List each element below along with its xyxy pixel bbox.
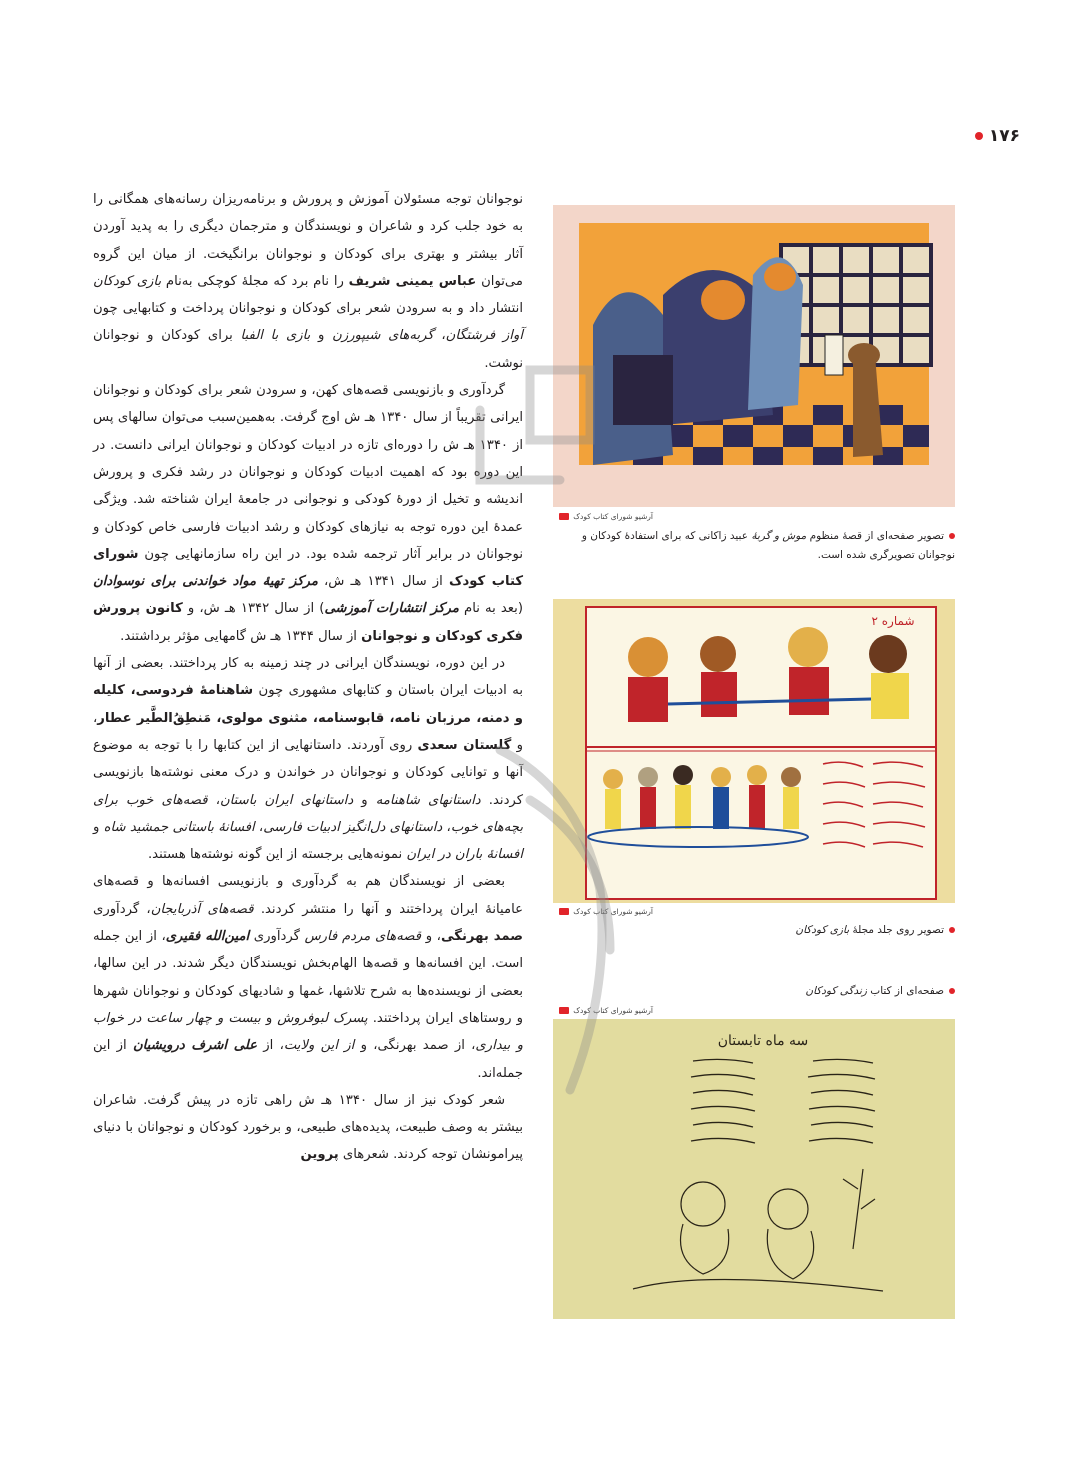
text-run: صفحه‌ای از کتاب: [866, 985, 944, 997]
text-run: ، و: [93, 710, 523, 753]
text-run: امین‌الله فقیری: [165, 929, 250, 945]
text-run: داستانهای شاهنامه: [375, 792, 481, 808]
text-run: قصه‌های خوب برای بچه‌های خوب: [93, 792, 524, 835]
paragraph-4: [93, 868, 523, 1086]
figure-2-caption: [553, 921, 955, 940]
paragraph-1: [93, 186, 523, 377]
text-run: مرکز انتشارات آموزشی: [324, 601, 459, 617]
figure-3-caption-text: [805, 985, 944, 997]
text-run: قصه‌های مردم فارس: [304, 929, 422, 945]
figure-2-credit-text: آرشیو شورای کتاب کودک: [573, 907, 653, 916]
text-run: کانون پرورش فکری کودکان و نوجوانان: [93, 601, 523, 644]
figure-2-credit: [553, 907, 653, 916]
caption-bullet: [949, 927, 955, 933]
text-run: گربه‌های شیپورزن: [332, 328, 434, 344]
text-run: (بعد به نام: [458, 601, 523, 617]
text-run: از این ولایت: [283, 1038, 355, 1054]
text-run: از سال ۱۳۴۱ هـ ش،: [317, 574, 449, 590]
text-run: روی آوردند. داستانهایی از این کتابها را با توجه به موضوع آنها و توانایی کودکان و نوجوانان در خواندن و درک معنی نوشته‌ها بازنویسی کردند.: [93, 737, 523, 808]
page-number-dot: [975, 132, 983, 140]
text-run: و: [310, 328, 333, 344]
text-run: بازی کودکان: [795, 924, 850, 936]
figure-1-credit-text: آرشیو شورای کتاب کودک: [573, 512, 653, 521]
text-run: ،: [433, 328, 446, 344]
camera-icon: [559, 908, 569, 915]
text-run: عبید زاکانی که برای استفادهٔ کودکان و نوجوانان تصویرگری شده است.: [581, 530, 955, 561]
text-run: ،: [207, 792, 220, 808]
figure-3-caption: [553, 982, 955, 1001]
text-run: گلستان سعدی: [417, 737, 512, 753]
paragraph-3: [93, 650, 523, 868]
figure-2-caption-text: [795, 924, 944, 936]
text-run: علی اشرف درویشیان: [132, 1038, 257, 1054]
text-run: تصویر صفحه‌ای از قصهٔ منظوم: [806, 530, 944, 542]
figure-book-page: [553, 1019, 955, 1319]
book-page-illustration: [553, 1019, 955, 1319]
figure-mouse-and-cat: [553, 205, 955, 507]
text-run: و: [353, 792, 376, 808]
cover-issue-label: شماره ۲: [871, 614, 915, 628]
text-run: گردآوری: [249, 929, 305, 945]
text-run: بازی کودکان: [93, 273, 162, 289]
book-page-title: سه ماه تابستان: [717, 1033, 809, 1049]
text-run: ، گردآوری: [93, 901, 151, 917]
figure-3-credit: [553, 1006, 653, 1015]
text-run: افسانهٔ باستانی جمشید شاه: [103, 819, 255, 835]
text-run: موش و گربهٔ: [751, 530, 807, 542]
text-run: بعضی از نویسندگان هم به گردآوری و بازنویسی افسانه‌ها و قصه‌های عامیانهٔ ایران پرداختند و آنها را منتشر کردند.: [93, 874, 523, 917]
text-run: شعر کودک نیز از سال ۱۳۴۰ هـ ش راهی تازه در پیش گرفت. شاعران بیشتر به وصف طبیعت، پدیده‌های طبیعی، و برخورد کودکان و نوجوانان با دنیای پیرامونشان توجه کردند. شعرهای: [93, 1092, 523, 1163]
text-run: بازی با الفبا: [240, 328, 311, 344]
text-run: از این جمله‌اند.: [93, 1038, 523, 1081]
text-run: صمد بهرنگی: [440, 929, 523, 945]
text-run: گردآوری و بازنویسی قصه‌های کهن، و سرودن شعر برای کودکان و نوجوانان ایرانی تقریباً از سال ۱۳۴۰ هـ ش اوج گرفت. به‌همین‌سبب می‌توان سالهای پس از ۱۳۴۰ هـ ش را دوره‌ای تازه در ادبیات کودکان و نوجوانان ایرانی دانست. در این دوره بود که اهمیت ادبیات کودکان و نوجوانان در رشد فکری و پرورش اندیشه و تخیل از دورهٔ کودکی و نوجوانی در جامعهٔ ایران شناخته شد. ویژگی عمدهٔ این دوره توجه به نیازهای کودکان و رشد ادبیات فارسی خاص کودکان و نوجوانان در برابر آثار ترجمه شده بود. در این راه سازمانهایی چون: [93, 383, 524, 562]
camera-icon: [559, 513, 569, 520]
text-run: و: [93, 819, 104, 835]
text-run: ،: [254, 819, 264, 835]
text-run: ، از صمد بهرنگی، و: [354, 1038, 476, 1054]
text-run: انتشار داد و به سرودن شعر برای کودکان و نوجوانان پرداخت و کتابهایی چون: [93, 301, 523, 317]
text-run: شاهنامهٔ فردوسی، کلیله و دمنه، مرزبان نامه، قابوسنامه، مثنوی مولوی، مَنطِقُ‌الطَّیر عطار: [93, 683, 523, 726]
text-run: از سال ۱۳۴۴ هـ ش گامهایی مؤثر برداشتند.: [120, 628, 362, 644]
caption-bullet: [949, 988, 955, 994]
camera-icon: [559, 1007, 569, 1014]
figure-1-credit: [553, 512, 653, 521]
page-number: [930, 124, 1020, 148]
text-run: نوجوانان توجه مسئولان آموزش و پرورش و برنامه‌ریزان رسانه‌های همگانی را به خود جلب کرد و شاعران و نویسندگان و مترجمان دیگری را به پدید آوردن آثار بیشتر و بهتری برای کودکان و نوجوانان برانگیخت. از میان این گروه می‌توان: [93, 192, 523, 289]
mouse-cat-illustration: [553, 205, 955, 507]
text-run: پروین: [300, 1147, 339, 1163]
page-number-text: ۱۷۶: [988, 126, 1020, 146]
text-run: قصه‌های آذربایجان: [150, 901, 254, 917]
text-run: و: [260, 1010, 278, 1026]
text-run: نمونه‌هایی برجسته از این گونه نوشته‌ها هستند.: [147, 847, 407, 863]
figure-magazine-cover: [553, 599, 955, 903]
text-run: ، از این جمله است. این افسانه‌ها و قصه‌ها الهام‌بخش نویسندگان دیگر شدند. در این سالها، بعضی از نویسنده‌ها به شرح تلاشها، غمها و شادیهای کودکان و نوجوانان شهرها و روستاهای ایران پرداختند.: [93, 929, 523, 1026]
text-run: را نام برد که مجلهٔ کوچکی به‌نام: [161, 273, 349, 289]
text-run: داستانهای ایران باستان: [219, 792, 354, 808]
text-run: در این دوره، نویسندگان ایرانی در چند زمینه به کار پرداختند. بعضی از آنها به ادبیات ایران باستان و کتابهای مشهوری چون: [93, 656, 523, 699]
text-run: افسانهٔ باران در ایران: [406, 847, 523, 863]
text-run: ، از: [256, 1038, 284, 1054]
caption-bullet: [949, 533, 955, 539]
paragraph-5: [93, 1087, 523, 1169]
text-run: ،: [442, 819, 451, 835]
text-run: عباس یمینی شریف: [348, 273, 477, 289]
text-run: زندگی کودکان: [805, 985, 867, 997]
text-run: مرکز تهیهٔ مواد خواندنی برای نوسوادان: [93, 574, 318, 590]
text-run: پسرک لبوفروش: [277, 1010, 368, 1026]
text-run: تصویر روی جلد مجلهٔ: [849, 924, 944, 936]
text-run: ، و: [421, 929, 441, 945]
text-run: بیست و چهار ساعت در خواب و بیداری: [93, 1010, 523, 1054]
text-run: برای کودکان و نوجوانان نوشت.: [93, 328, 523, 371]
text-run: آواز فرشتگان: [445, 328, 523, 344]
figure-3-credit-text: آرشیو شورای کتاب کودک: [573, 1006, 653, 1015]
figure-1-caption-text: [582, 530, 955, 561]
paragraph-2: [93, 377, 523, 650]
text-run: شورای کتاب کودک: [93, 546, 523, 590]
body-text: [93, 186, 523, 1169]
figure-1-caption: [553, 527, 955, 565]
text-run: ) از سال ۱۳۴۲ هـ ش، و: [182, 601, 325, 617]
text-run: داستانهای دل‌انگیز ادبیات فارسی: [263, 819, 443, 835]
magazine-cover-illustration: [553, 599, 955, 903]
